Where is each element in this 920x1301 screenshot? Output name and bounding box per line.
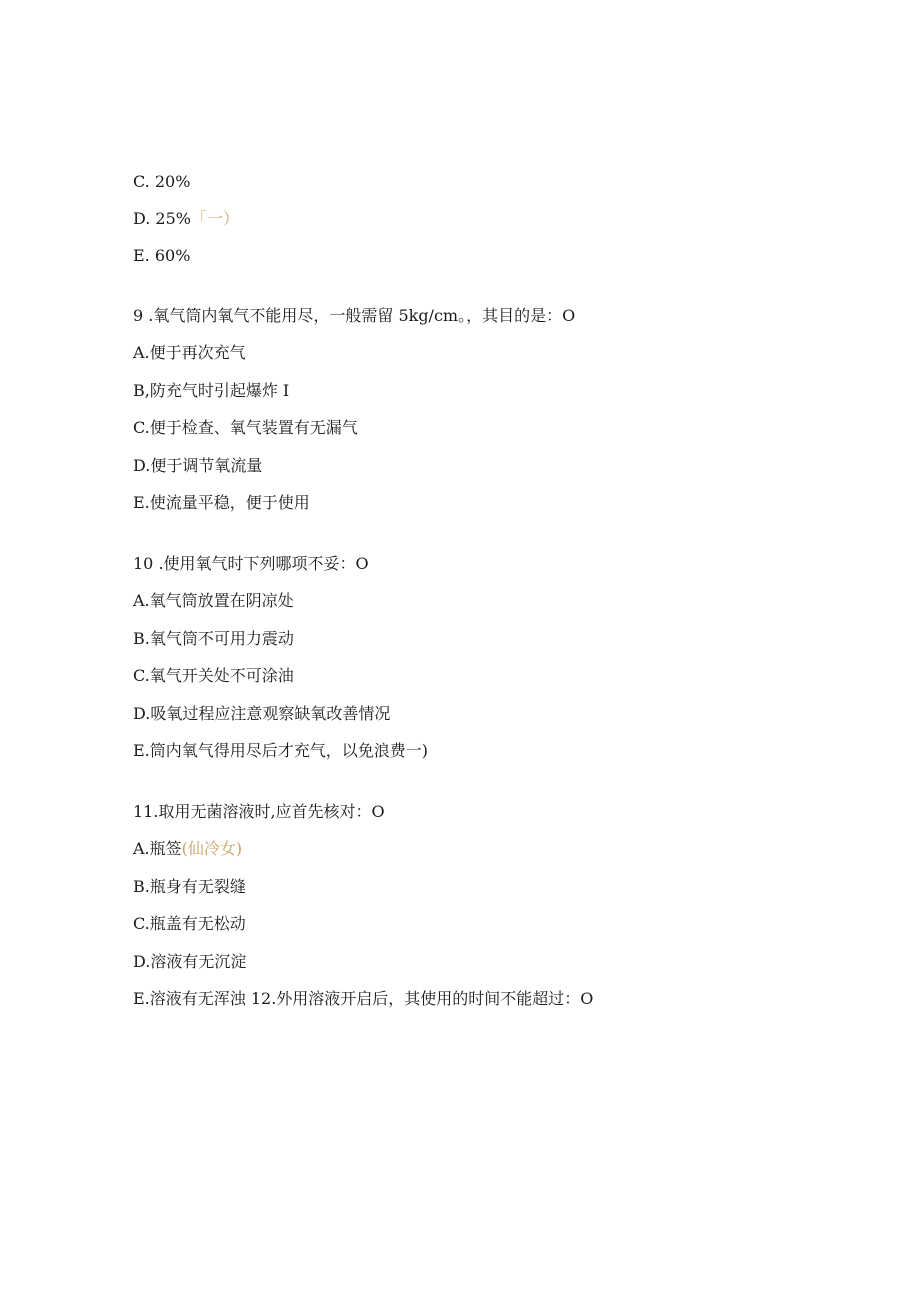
option-line: D.溶液有无沉淀 xyxy=(133,952,247,971)
option-line: C.瓶盖有无松动 xyxy=(133,914,246,933)
option-line: C.便于检查、氧气装置有无漏气 xyxy=(133,418,358,437)
option-line: D.吸氧过程应注意观察缺氧改善情况 xyxy=(133,704,391,723)
option-line: E.筒内氧气得用尽后才充气，以免浪费一) xyxy=(133,741,429,760)
option-line: A.瓶签(仙冷女) xyxy=(133,839,243,858)
option-line: D.便于调节氧流量 xyxy=(133,456,263,475)
option-line: A.便于再次充气 xyxy=(133,343,246,362)
option-line: B.瓶身有无裂缝 xyxy=(133,877,246,896)
option-line: E.使流量平稳，便于使用 xyxy=(133,493,310,512)
option-line: B,防充气时引起爆炸 I xyxy=(133,381,290,400)
option-line: B.氧气筒不可用力震动 xyxy=(133,629,294,648)
question-line: 10 .使用氧气时下列哪项不妥：O xyxy=(133,554,369,573)
handwritten-note: (仙冷女) xyxy=(181,839,243,858)
question-line: 9 .氧气筒内氧气不能用尽，一般需留 5kg/cm。，其目的是：O xyxy=(133,306,576,325)
option-line: E.溶液有无浑浊 12.外用溶液开启后，其使用的时间不能超过：O xyxy=(133,989,594,1008)
option-line: D. 25%「一） xyxy=(133,209,240,228)
question-line: 11.取用无菌溶液时,应首先核对：O xyxy=(133,802,385,821)
option-line: E. 60% xyxy=(133,246,191,265)
option-line: C.氧气开关处不可涂油 xyxy=(133,666,294,685)
handwritten-note: 「一） xyxy=(191,209,240,228)
option-line: A.氧气筒放置在阴凉处 xyxy=(133,591,294,610)
option-line: C. 20% xyxy=(133,172,191,191)
